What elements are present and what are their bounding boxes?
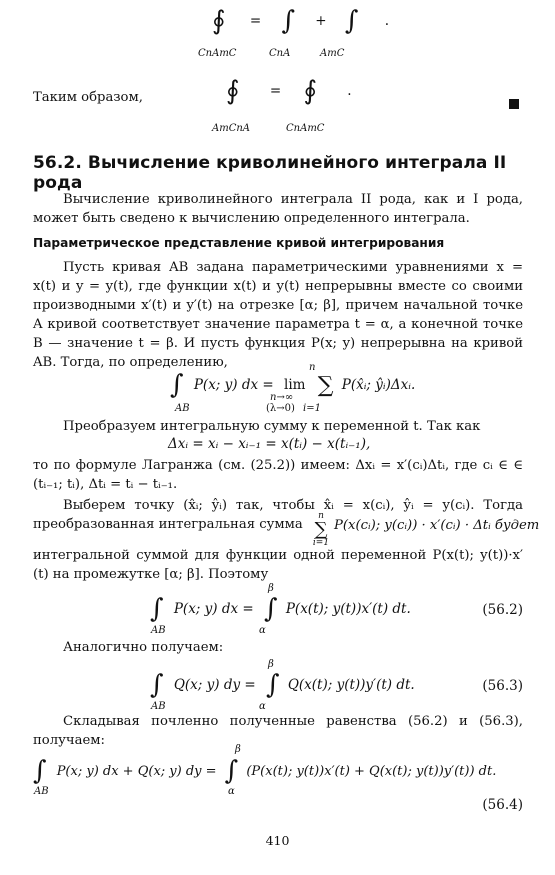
subscript-amcna: AmCnA: [212, 123, 251, 134]
sum-upper-limit: n: [309, 362, 316, 373]
paragraph-analogously: Аналогично получаем:: [63, 640, 224, 655]
integral-sign: ∫: [344, 6, 359, 36]
formula-56-2: [150, 596, 411, 622]
section-intro-paragraph: Вычисление криволинейного интеграла II рода, как и I рода, может быть сведено к вычислению определенного интеграла.: [33, 192, 523, 226]
formula-56-2-right: P(x(t); y(t))x′(t) dt.: [285, 600, 411, 617]
formula-56-3-left: Q(x; y) dy =: [173, 676, 256, 693]
inline-sum-upper: n: [318, 511, 324, 521]
section-title: 56.2. Вычисление криволинейного интеграла II рода: [33, 153, 507, 193]
inline-sum-lower: i=1: [312, 538, 330, 548]
equation-number-56-4: (56.4): [482, 797, 523, 813]
integral-sign: ∫: [265, 670, 280, 700]
integral-sign: ∫: [33, 756, 47, 786]
integral-subscript-ab: AB: [175, 403, 190, 414]
integral-sign: ∫: [224, 756, 239, 786]
paragraph-choose-point-tail: P(x(cᵢ); y(cᵢ)) · x′(cᵢ) · Δtᵢ будет: [334, 518, 540, 533]
paragraph-choose-point: Выберем точку (x̂ᵢ; ŷᵢ) так, чтобы x̂ᵢ = x(cᵢ), ŷᵢ = y(cᵢ). Тогда преобразованная интегральная сумма: [33, 498, 523, 532]
limit-subscript-n: n→∞: [270, 392, 294, 403]
formula-56-3: [150, 672, 415, 698]
paragraph-lagrange: то по формуле Лагранжа (см. (25.2)) имеем: Δxᵢ = x′(cᵢ)Δtᵢ, где cᵢ ∈ ∈ (tᵢ₋₁; tᵢ), Δtᵢ = tᵢ − tᵢ₋₁.: [33, 458, 523, 492]
integral-lower-alpha: α: [259, 701, 266, 712]
formula-definition-left: P(x; y) dx =: [193, 376, 274, 393]
integral-sign: ∫: [170, 370, 184, 400]
integral-subscript-ab: AB: [151, 701, 166, 712]
paragraph-transform-sum: Преобразуем интегральную сумму к переменной t. Так как: [63, 419, 481, 434]
formula-56-4-right: (P(x(t); y(t))x′(t) + Q(x(t); y(t))y′(t)) dt.: [246, 763, 497, 779]
integral-sign: ∫: [281, 6, 295, 36]
integral-subscript-ab: AB: [151, 625, 166, 636]
limit-text: lim: [284, 376, 306, 393]
subscript-cnamc: CnAmC: [198, 48, 237, 59]
formula-56-3-right: Q(x(t); y(t))y′(t) dt.: [287, 676, 415, 693]
summation-sign: ∑: [317, 372, 334, 398]
formula-56-4-left: P(x; y) dx + Q(x; y) dy =: [56, 763, 217, 779]
formula-definition-right: P(x̂ᵢ; ŷᵢ)Δxᵢ.: [341, 376, 416, 393]
formula-56-4: [33, 758, 496, 784]
formula-delta-x: Δxᵢ = xᵢ − xᵢ₋₁ = x(tᵢ) − x(tᵢ₋₁),: [168, 436, 371, 452]
subscript-amc: AmC: [320, 48, 345, 59]
limit-subscript-lambda: (λ→0): [266, 403, 295, 414]
integral-sign: ∫: [150, 670, 164, 700]
integral-upper-beta: β: [268, 659, 274, 670]
formula-contour-split: ∮ = ∫ + ∫ .: [212, 6, 390, 36]
intro-phrase: Таким образом,: [33, 90, 143, 105]
contour-integral-sign: ∮: [212, 6, 226, 36]
formula-56-2-left: P(x; y) dx =: [173, 600, 254, 617]
end-of-proof-square: [509, 99, 519, 109]
page-number: 410: [265, 833, 290, 848]
subsection-title: Параметрическое представление кривой интегрирования: [33, 236, 445, 250]
integral-sign: ∫: [264, 594, 278, 624]
integral-sign: ∫: [150, 594, 164, 624]
subscript-cna: CnA: [269, 48, 291, 59]
integral-lower-alpha: α: [228, 786, 235, 797]
paragraph-adding: Складывая почленно полученные равенства (56.2) и (56.3), получаем:: [33, 714, 523, 748]
integral-subscript-ab: AB: [34, 786, 49, 797]
subscript-cnamc: CnAmC: [286, 123, 325, 134]
paragraph-curve-definition: Пусть кривая AB задана параметрическими уравнениями x = x(t) и y = y(t), где функции x(t) и y(t) непрерывны вместе со своими производными x′(t) и y′(t) на отрезке [α; β], причем начальной точке A кривой соответствует значение параметра t = α, а конечной точке B — значение t = β. И пусть функция P(x; y) непрерывна на кривой AB. Тогда, по определению,: [33, 260, 523, 370]
equation-number-56-3: (56.3): [482, 678, 523, 694]
integral-lower-alpha: α: [259, 625, 266, 636]
formula-contour-equal: ∮ = ∮ .: [226, 76, 352, 106]
contour-integral-sign: ∮: [226, 76, 240, 106]
inline-sum: [312, 512, 330, 548]
sum-lower-limit: i=1: [303, 403, 321, 414]
summation-sign: ∑: [314, 519, 328, 540]
paragraph-integral-sum: интегральной суммой для функции одной переменной P(x(t); y(t))·x′(t) на промежутке [α; β]. Поэтому: [33, 548, 523, 582]
integral-upper-beta: β: [235, 744, 241, 755]
integral-upper-beta: β: [268, 583, 274, 594]
equation-number-56-2: (56.2): [482, 602, 523, 618]
contour-integral-sign: ∮: [303, 76, 317, 106]
